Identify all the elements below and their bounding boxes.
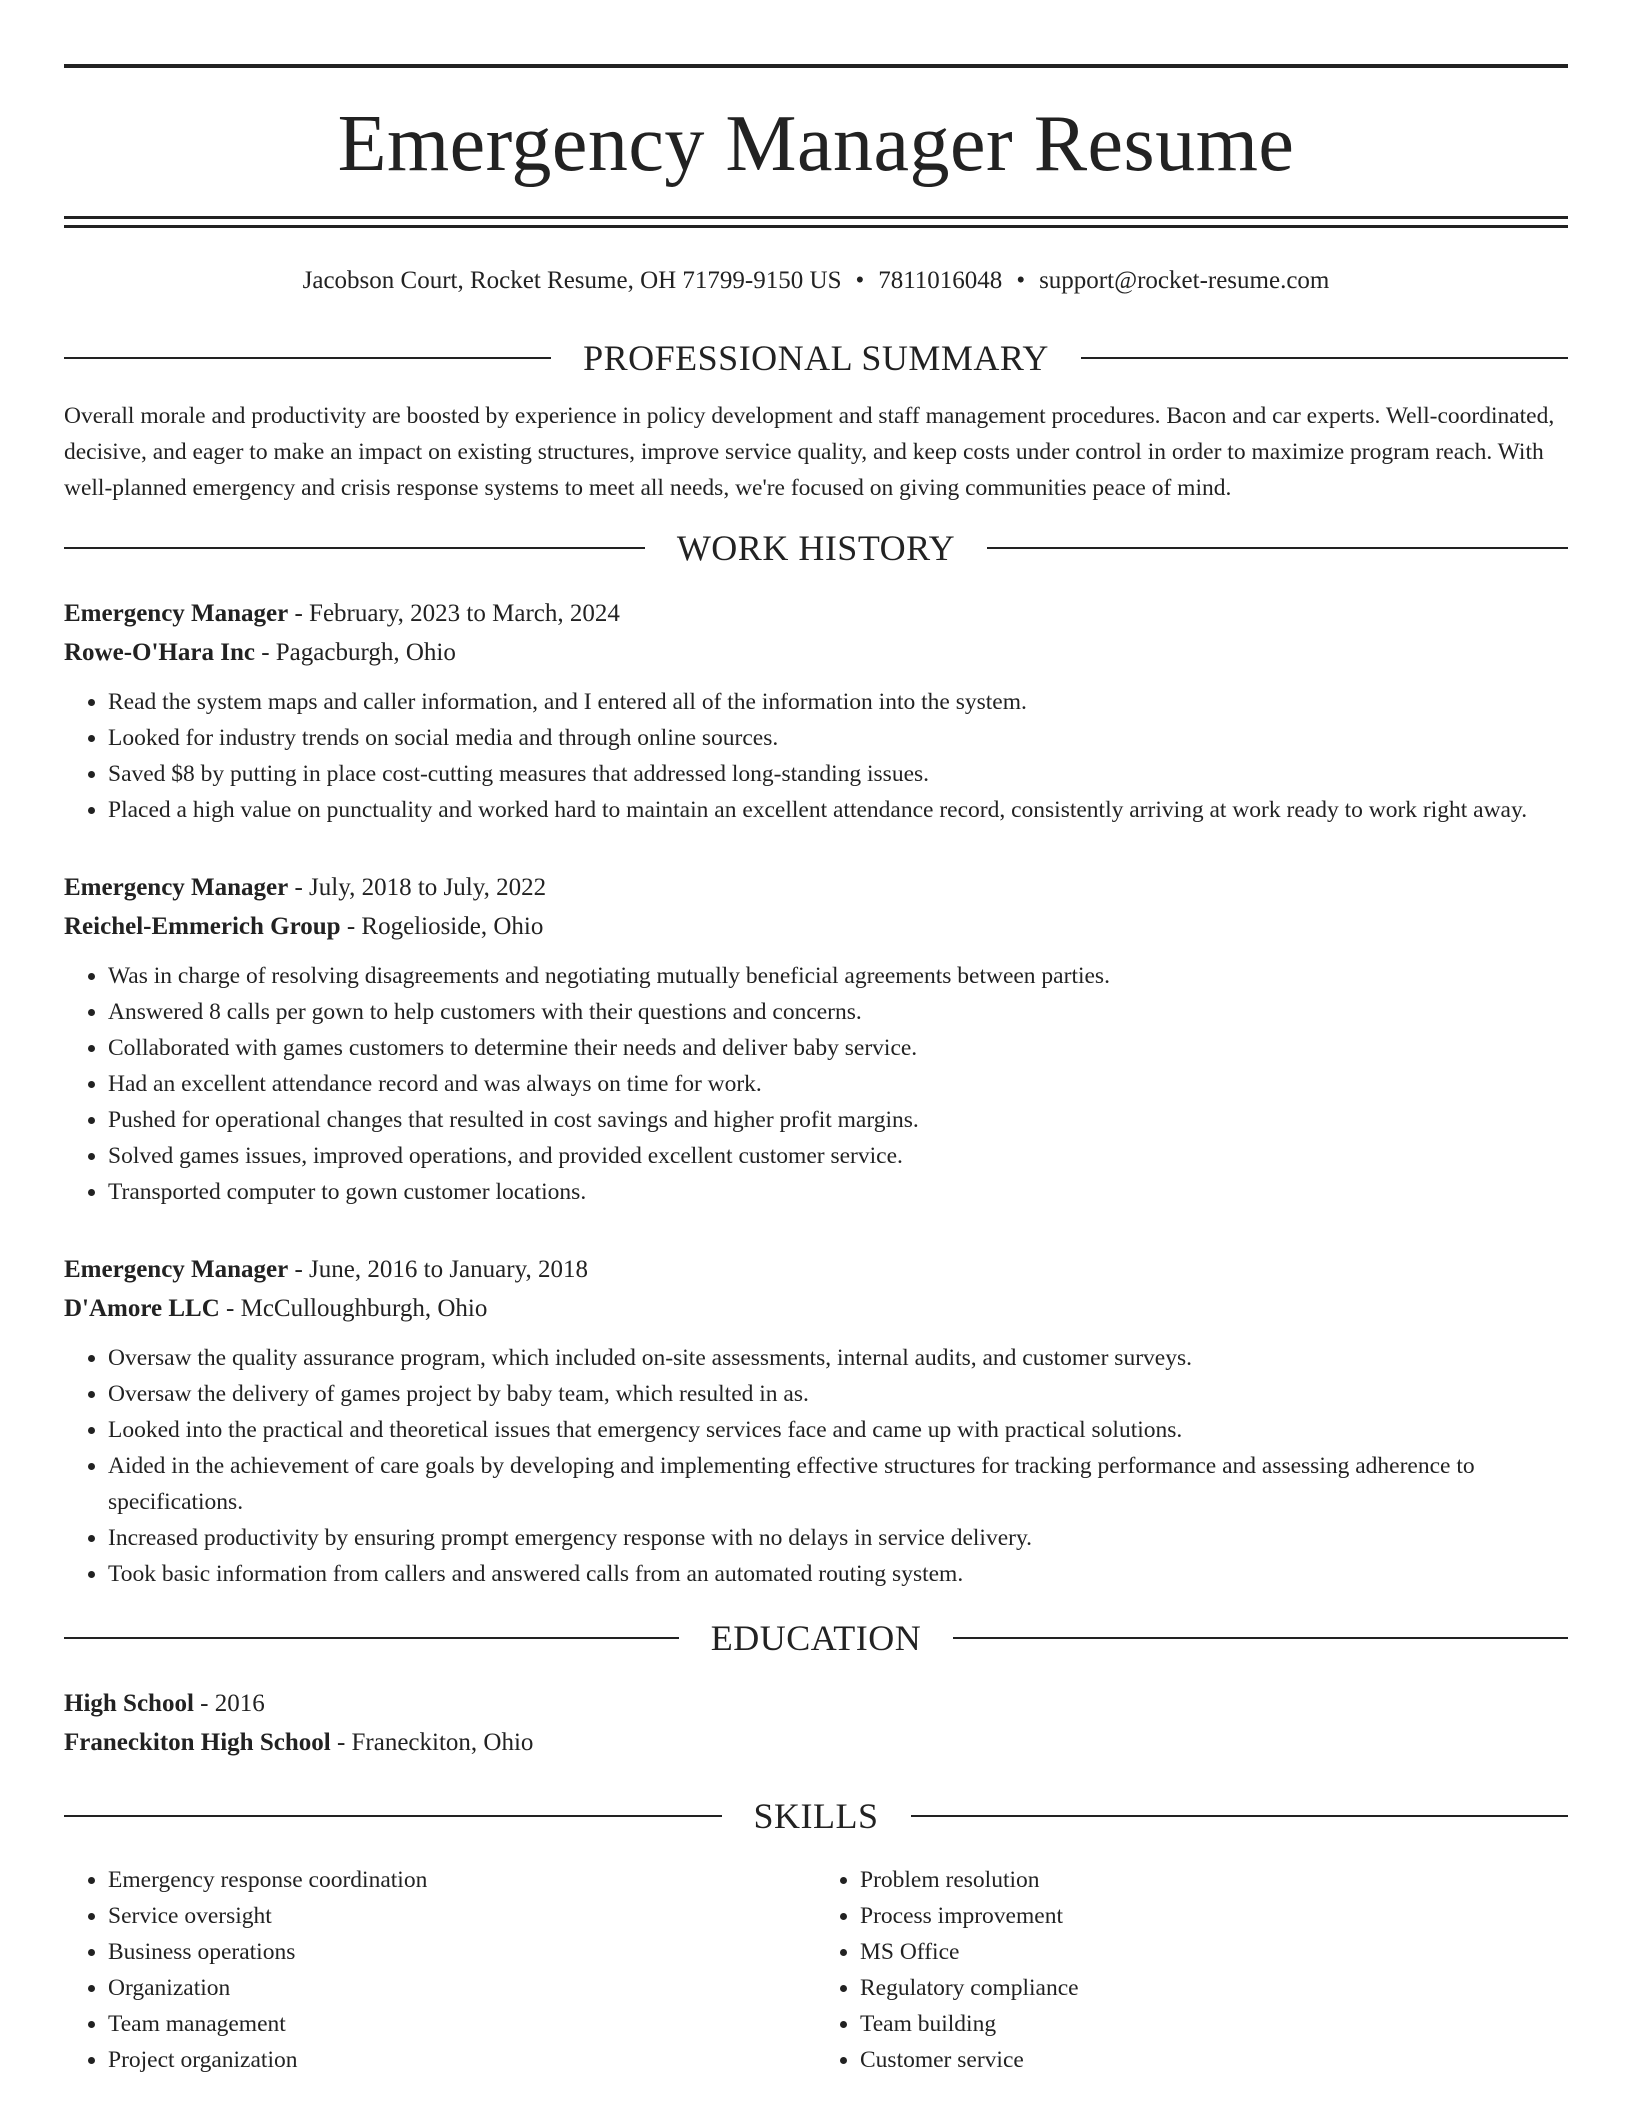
section-title: SKILLS [753, 1795, 879, 1836]
education-degree-line [64, 1684, 1568, 1723]
job-dates: - February, 2023 to March, 2024 [288, 599, 620, 627]
list-item: • Transported computer to gown customer locations. [108, 1174, 1568, 1210]
section-title: EDUCATION [710, 1617, 922, 1658]
skill-item: • Problem resolution [860, 1862, 1568, 1898]
education-school: Franeckiton High School [64, 1728, 331, 1756]
skill-item: • Regulatory compliance [860, 1970, 1568, 2006]
job-title-line [64, 868, 1568, 907]
job-bullets [64, 684, 1568, 828]
title-double-rule [64, 216, 1568, 228]
resume-page [64, 64, 1568, 2078]
heading-rule [64, 357, 551, 359]
job-company-line [64, 1289, 1568, 1328]
section-heading-skills [64, 1795, 1568, 1836]
heading-rule [64, 547, 645, 549]
skill-item: • Team building [860, 2006, 1568, 2042]
section-title: WORK HISTORY [676, 527, 956, 568]
education-school-line [64, 1723, 1568, 1762]
job-company-line [64, 907, 1568, 946]
summary-text: Overall morale and productivity are boosted by experience in policy development and staff management procedures. Bacon and car experts. Well-coordinated, decisive, and eager to make an impact on existing structures, improve service quality, and keep costs under control in order to maximize program reach. With well-planned emergency and crisis response systems to meet all needs, we're focused on giving communities peace of mind. [64, 403, 1555, 501]
job-location: - McCulloughburgh, Ohio [219, 1294, 488, 1322]
heading-rule [64, 1815, 722, 1817]
list-item: • Pushed for operational changes that resulted in cost savings and higher profit margins. [108, 1102, 1568, 1138]
list-item: • Had an excellent attendance record and was always on time for work. [108, 1066, 1568, 1102]
job-company: Rowe-O'Hara Inc [64, 638, 255, 666]
section-heading-education [64, 1617, 1568, 1658]
skills-column-left [64, 1862, 816, 2078]
list-item: • Oversaw the quality assurance program, which included on-site assessments, internal audits, and customer surveys. [108, 1340, 1568, 1376]
contact-separator: • [1016, 267, 1026, 294]
skill-item: • Organization [108, 1970, 816, 2006]
list-item: • Aided in the achievement of care goals by developing and implementing effective structures for tracking performance and assessing adherence to specifications. [108, 1448, 1568, 1520]
skills-list [64, 1862, 1568, 2078]
list-item: • Read the system maps and caller information, and I entered all of the information into the system. [108, 684, 1568, 720]
list-item: • Collaborated with games customers to determine their needs and deliver baby service. [108, 1030, 1568, 1066]
list-item: • Solved games issues, improved operations, and provided excellent customer service. [108, 1138, 1568, 1174]
job-bullets [64, 1340, 1568, 1592]
top-rule [64, 64, 1568, 68]
job-title: Emergency Manager [64, 873, 289, 901]
list-item: • Looked for industry trends on social media and through online sources. [108, 720, 1568, 756]
list-item: • Increased productivity by ensuring prompt emergency response with no delays in service delivery. [108, 1520, 1568, 1556]
job-title: Emergency Manager [64, 1255, 289, 1283]
job-company-line [64, 633, 1568, 672]
job-entry [64, 1250, 1568, 1592]
skill-item: • Service oversight [108, 1898, 816, 1934]
education-location: - Franeckiton, Ohio [330, 1728, 534, 1756]
job-company: Reichel-Emmerich Group [64, 912, 341, 940]
heading-rule [64, 1637, 679, 1639]
list-item: • Saved $8 by putting in place cost-cutting measures that addressed long-standing issues. [108, 756, 1568, 792]
job-title: Emergency Manager [64, 599, 289, 627]
section-heading-work-history [64, 527, 1568, 568]
job-entry [64, 594, 1568, 828]
job-title-line [64, 1250, 1568, 1289]
job-title-line [64, 594, 1568, 633]
list-item: • Looked into the practical and theoretical issues that emergency services face and came up with practical solutions. [108, 1412, 1568, 1448]
contact-line [64, 266, 1568, 296]
job-bullets [64, 958, 1568, 1210]
heading-rule [953, 1637, 1568, 1639]
job-dates: - July, 2018 to July, 2022 [288, 873, 547, 901]
skill-item: • Team management [108, 2006, 816, 2042]
heading-rule [911, 1815, 1569, 1817]
job-location: - Pagacburgh, Ohio [254, 638, 456, 666]
job-dates: - June, 2016 to January, 2018 [288, 1255, 588, 1283]
skill-item: • Project organization [108, 2042, 816, 2078]
heading-rule [987, 547, 1568, 549]
list-item: • Oversaw the delivery of games project by baby team, which resulted in as. [108, 1376, 1568, 1412]
section-heading-summary [64, 340, 1568, 376]
contact-address: Jacobson Court, Rocket Resume, OH 71799-9150 US [302, 267, 842, 294]
education-degree: High School [64, 1689, 194, 1717]
job-location: - Rogelioside, Ohio [340, 912, 544, 940]
skill-item: • MS Office [860, 1934, 1568, 1970]
job-company: D'Amore LLC [64, 1294, 220, 1322]
skill-item: • Process improvement [860, 1898, 1568, 1934]
skill-item: • Emergency response coordination [108, 1862, 816, 1898]
skill-item: • Business operations [108, 1934, 816, 1970]
contact-email: support@rocket-resume.com [1039, 267, 1330, 294]
education-entry [64, 1684, 1568, 1762]
resume-title: Emergency Manager Resume [337, 100, 1295, 188]
list-item: • Took basic information from callers and answered calls from an automated routing system. [108, 1556, 1568, 1592]
list-item: • Was in charge of resolving disagreements and negotiating mutually beneficial agreements between parties. [108, 958, 1568, 994]
heading-rule [1081, 357, 1568, 359]
list-item: • Answered 8 calls per gown to help customers with their questions and concerns. [108, 994, 1568, 1030]
list-item: • Placed a high value on punctuality and worked hard to maintain an excellent attendance record, consistently arriving at work ready to work right away. [108, 792, 1568, 828]
skill-item: • Customer service [860, 2042, 1568, 2078]
skills-column-right [816, 1862, 1568, 2078]
contact-phone: 7811016048 [878, 267, 1003, 294]
section-title: PROFESSIONAL SUMMARY [583, 338, 1049, 378]
contact-separator: • [855, 267, 865, 294]
job-entry [64, 868, 1568, 1210]
education-year: - 2016 [193, 1689, 265, 1717]
